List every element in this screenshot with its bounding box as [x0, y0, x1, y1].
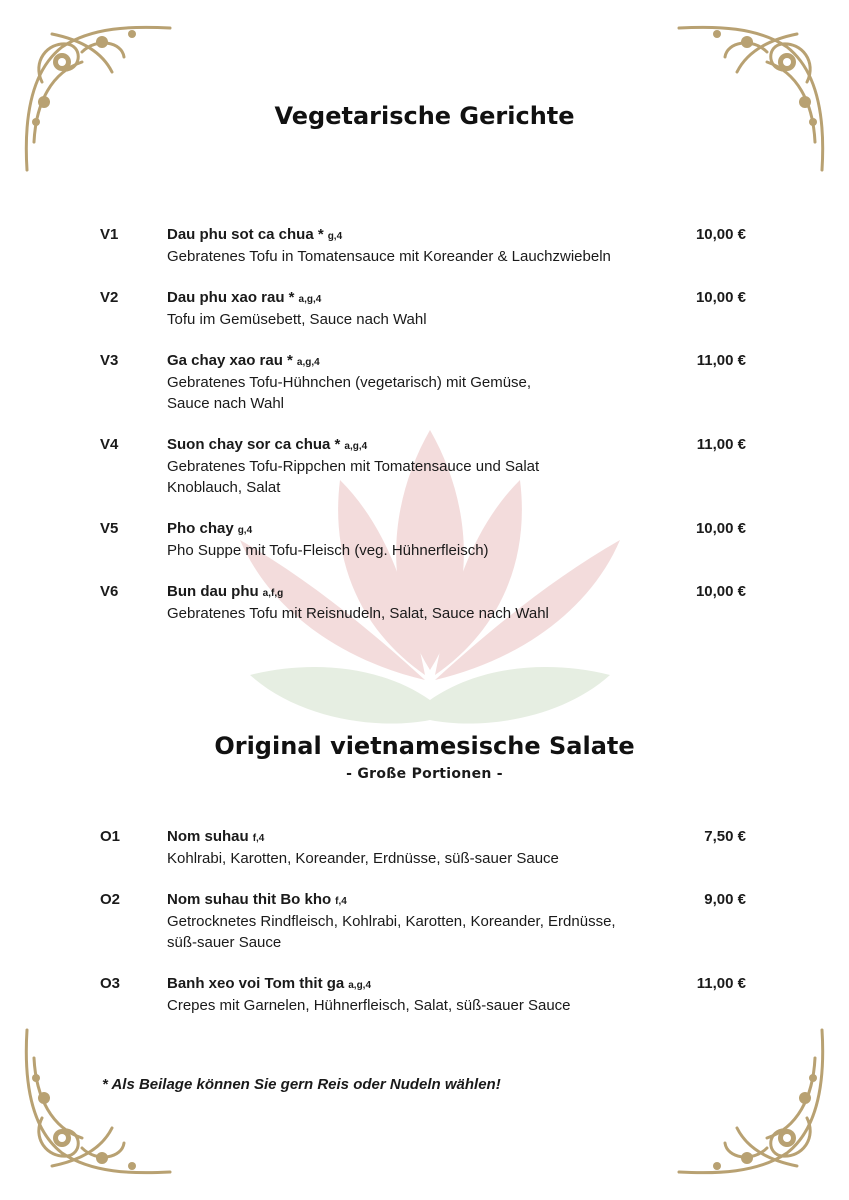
item-name: Dau phu sot ca chua *: [167, 226, 324, 243]
item-description: [167, 309, 687, 330]
item-code: O3: [100, 975, 121, 992]
item-allergens: g,4: [237, 525, 253, 536]
corner-ornament-top-left: [22, 22, 172, 172]
item-name: Suon chay sor ca chua *: [167, 436, 341, 453]
description-line: Gebratenes Tofu mit Reisnudeln, Salat, Sauce nach Wahl: [167, 605, 549, 622]
footnote: * Als Beilage können Sie gern Reis oder Nudeln wählen!: [102, 1076, 501, 1093]
description-line: Sauce nach Wahl: [167, 395, 285, 412]
item-price: 7,50 €: [704, 828, 746, 845]
item-allergens: a,g,4: [348, 980, 372, 991]
item-allergens: a,g,4: [344, 441, 368, 452]
item-name: Bun dau phu: [167, 583, 259, 600]
item-description: [167, 246, 687, 267]
description-line: Gebratenes Tofu-Rippchen mit Tomatensauce und Salat: [167, 458, 540, 475]
item-name: Nom suhau thit Bo kho: [167, 891, 332, 908]
description-line: Tofu im Gemüsebett, Sauce nach Wahl: [167, 311, 427, 328]
corner-ornament-top-right: [677, 22, 827, 172]
item-allergens: f,4: [252, 833, 265, 844]
description-line: Knoblauch, Salat: [167, 479, 281, 496]
description-line: Kohlrabi, Karotten, Koreander, Erdnüsse, süß-sauer Sauce: [167, 850, 559, 867]
item-allergens: a,g,4: [298, 294, 322, 305]
item-code: V3: [100, 352, 119, 369]
item-name-line: [167, 436, 367, 453]
item-name-line: [167, 520, 252, 537]
description-line: Pho Suppe mit Tofu-Fleisch (veg. Hühnerfleisch): [167, 542, 489, 559]
item-code: O1: [100, 828, 121, 845]
item-name-line: [167, 891, 347, 908]
description-line: Gebratenes Tofu in Tomatensauce mit Koreander & Lauchzwiebeln: [167, 248, 611, 265]
item-allergens: g,4: [327, 231, 343, 242]
item-description: [167, 540, 687, 561]
item-name-line: [167, 352, 320, 369]
item-description: [167, 603, 687, 624]
item-code: V5: [100, 520, 119, 537]
item-description: [167, 995, 687, 1016]
item-name-line: [167, 975, 371, 992]
item-description: [167, 911, 687, 953]
item-name: Banh xeo voi Tom thit ga: [167, 975, 345, 992]
item-price: 11,00 €: [696, 436, 746, 453]
corner-ornament-bottom-right: [677, 1028, 827, 1178]
description-line: Getrocknetes Rindfleisch, Kohlrabi, Karotten, Koreander, Erdnüsse,: [167, 913, 616, 930]
description-line: Crepes mit Garnelen, Hühnerfleisch, Salat, süß-sauer Sauce: [167, 997, 571, 1014]
item-price: 11,00 €: [696, 975, 746, 992]
item-price: 10,00 €: [695, 289, 746, 306]
section-title-salads: Original vietnamesische Salate: [214, 732, 635, 760]
item-code: V1: [100, 226, 119, 243]
item-description: [167, 372, 687, 414]
description-line: süß-sauer Sauce: [167, 934, 282, 951]
item-allergens: a,f,g: [262, 588, 284, 599]
item-price: 11,00 €: [696, 352, 746, 369]
section-subtitle-salads: - Große Portionen -: [346, 766, 503, 782]
item-description: [167, 456, 687, 498]
item-name: Dau phu xao rau *: [167, 289, 295, 306]
item-code: V4: [100, 436, 119, 453]
item-name: Ga chay xao rau *: [167, 352, 293, 369]
item-name-line: [167, 226, 342, 243]
item-code: O2: [100, 891, 121, 908]
item-allergens: f,4: [335, 896, 347, 907]
item-price: 10,00 €: [695, 226, 746, 243]
corner-ornament-bottom-left: [22, 1028, 172, 1178]
item-allergens: a,g,4: [296, 357, 320, 368]
item-price: 10,00 €: [695, 520, 746, 537]
item-code: V2: [100, 289, 119, 306]
description-line: Gebratenes Tofu-Hühnchen (vegetarisch) mit Gemüse,: [167, 374, 532, 391]
item-name: Pho chay: [167, 520, 234, 537]
item-name-line: [167, 289, 321, 306]
item-price: 10,00 €: [695, 583, 746, 600]
item-name: Nom suhau: [167, 828, 249, 845]
section-title-vegetarian: Vegetarische Gerichte: [274, 102, 575, 130]
item-code: V6: [100, 583, 119, 600]
item-description: [167, 848, 687, 869]
item-name-line: [167, 828, 264, 845]
item-price: 9,00 €: [704, 891, 746, 908]
item-name-line: [167, 583, 283, 600]
